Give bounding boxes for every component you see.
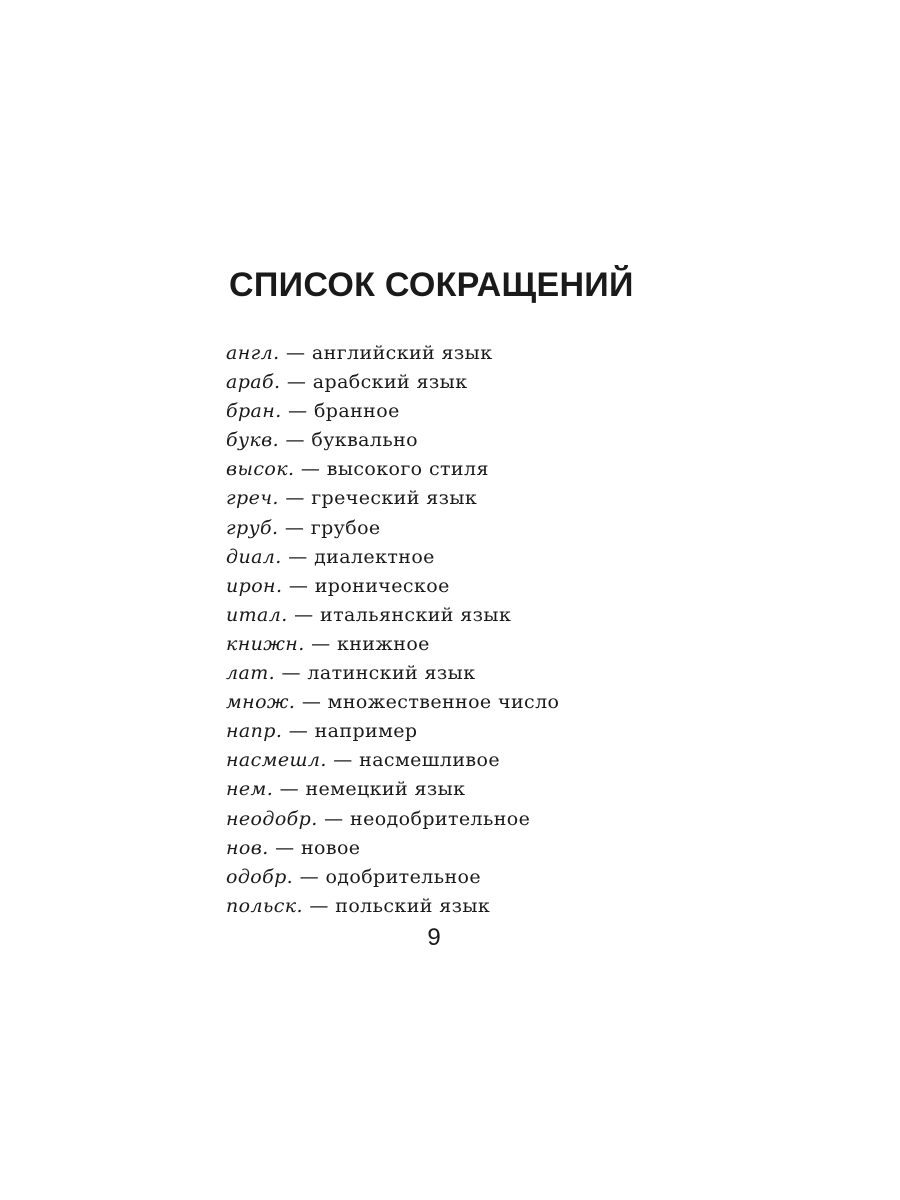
abbreviation-entry xyxy=(226,688,559,717)
dash: — xyxy=(288,574,309,597)
page-number: 9 xyxy=(427,924,441,951)
abbreviation-term: диал. xyxy=(226,545,282,568)
page-title: СПИСОК СОКРАЩЕНИЙ xyxy=(229,266,634,304)
abbreviation-meaning: польский язык xyxy=(335,894,491,917)
dash: — xyxy=(281,662,301,685)
abbreviation-entry xyxy=(226,514,559,543)
dash: — xyxy=(285,487,305,510)
abbreviation-meaning: итальянский язык xyxy=(320,603,512,626)
abbreviation-term: груб. xyxy=(226,516,279,539)
abbreviation-term: англ. xyxy=(226,342,280,364)
abbreviation-entry xyxy=(226,630,559,659)
abbreviation-entry xyxy=(226,455,559,484)
dash: — xyxy=(333,749,353,772)
abbreviation-entry xyxy=(226,863,559,892)
abbreviation-term: польск. xyxy=(226,894,303,917)
abbreviation-list xyxy=(226,339,559,921)
abbreviation-term: букв. xyxy=(226,429,280,452)
abbreviation-meaning: высокого стиля xyxy=(326,458,489,481)
abbreviation-meaning: латинский язык xyxy=(307,662,476,685)
abbreviation-term: итал. xyxy=(226,603,288,626)
abbreviation-term: множ. xyxy=(226,691,296,714)
abbreviation-meaning: например xyxy=(314,720,418,743)
abbreviation-entry xyxy=(226,659,559,688)
abbreviation-meaning: новое xyxy=(300,836,361,859)
dash: — xyxy=(285,429,305,452)
dash: — xyxy=(275,836,295,859)
abbreviation-meaning: книжное xyxy=(336,632,430,655)
dash: — xyxy=(286,371,307,394)
abbreviation-meaning: немецкий язык xyxy=(305,778,466,801)
abbreviation-term: нем. xyxy=(226,778,274,801)
abbreviation-term: одобр. xyxy=(226,865,294,888)
abbreviation-term: высок. xyxy=(226,458,295,481)
abbreviation-term: греч. xyxy=(226,487,279,510)
abbreviation-entry xyxy=(226,339,559,368)
abbreviation-term: нов. xyxy=(226,836,269,859)
dash: — xyxy=(286,342,306,364)
abbreviation-term: неодобр. xyxy=(226,807,318,830)
abbreviation-entry xyxy=(226,572,559,601)
abbreviation-term: араб. xyxy=(226,371,281,394)
dash: — xyxy=(301,691,322,714)
dash: — xyxy=(294,603,314,626)
abbreviation-meaning: буквально xyxy=(311,429,419,452)
abbreviation-meaning: диалектное xyxy=(314,545,435,568)
abbreviation-entry xyxy=(226,484,559,513)
dash: — xyxy=(299,865,319,888)
dash: — xyxy=(279,778,300,801)
abbreviation-meaning: арабский язык xyxy=(312,371,468,394)
abbreviation-meaning: неодобрительное xyxy=(350,807,531,830)
abbreviation-entry xyxy=(226,717,559,746)
dash: — xyxy=(324,807,344,830)
abbreviation-entry xyxy=(226,746,559,775)
abbreviation-entry xyxy=(226,601,559,630)
abbreviation-entry xyxy=(226,805,559,834)
abbreviation-meaning: бранное xyxy=(313,400,400,423)
abbreviation-term: лат. xyxy=(226,662,276,685)
abbreviation-entry xyxy=(226,397,559,426)
abbreviation-term: бран. xyxy=(226,400,282,423)
abbreviation-meaning: грубое xyxy=(310,516,381,539)
abbreviation-entry xyxy=(226,775,559,804)
abbreviation-entry xyxy=(226,543,559,572)
abbreviation-entry xyxy=(226,426,559,455)
abbreviation-meaning: одобрительное xyxy=(325,865,481,888)
abbreviation-meaning: насмешливое xyxy=(359,749,500,772)
abbreviation-meaning: ироническое xyxy=(314,574,450,597)
abbreviation-term: книжн. xyxy=(226,632,305,655)
abbreviation-term: напр. xyxy=(226,720,283,743)
abbreviation-entry xyxy=(226,368,559,397)
dash: — xyxy=(309,894,329,917)
abbreviation-meaning: греческий язык xyxy=(311,487,478,510)
dash: — xyxy=(300,458,321,481)
dash: — xyxy=(288,720,309,743)
abbreviation-entry xyxy=(226,892,559,921)
abbreviation-term: насмешл. xyxy=(226,749,327,772)
abbreviation-entry xyxy=(226,834,559,863)
dash: — xyxy=(288,400,308,423)
dash: — xyxy=(284,516,305,539)
abbreviation-meaning: английский язык xyxy=(311,342,493,364)
abbreviation-term: ирон. xyxy=(226,574,283,597)
dash: — xyxy=(311,632,331,655)
abbreviation-meaning: множественное число xyxy=(327,691,560,714)
dash: — xyxy=(288,545,308,568)
